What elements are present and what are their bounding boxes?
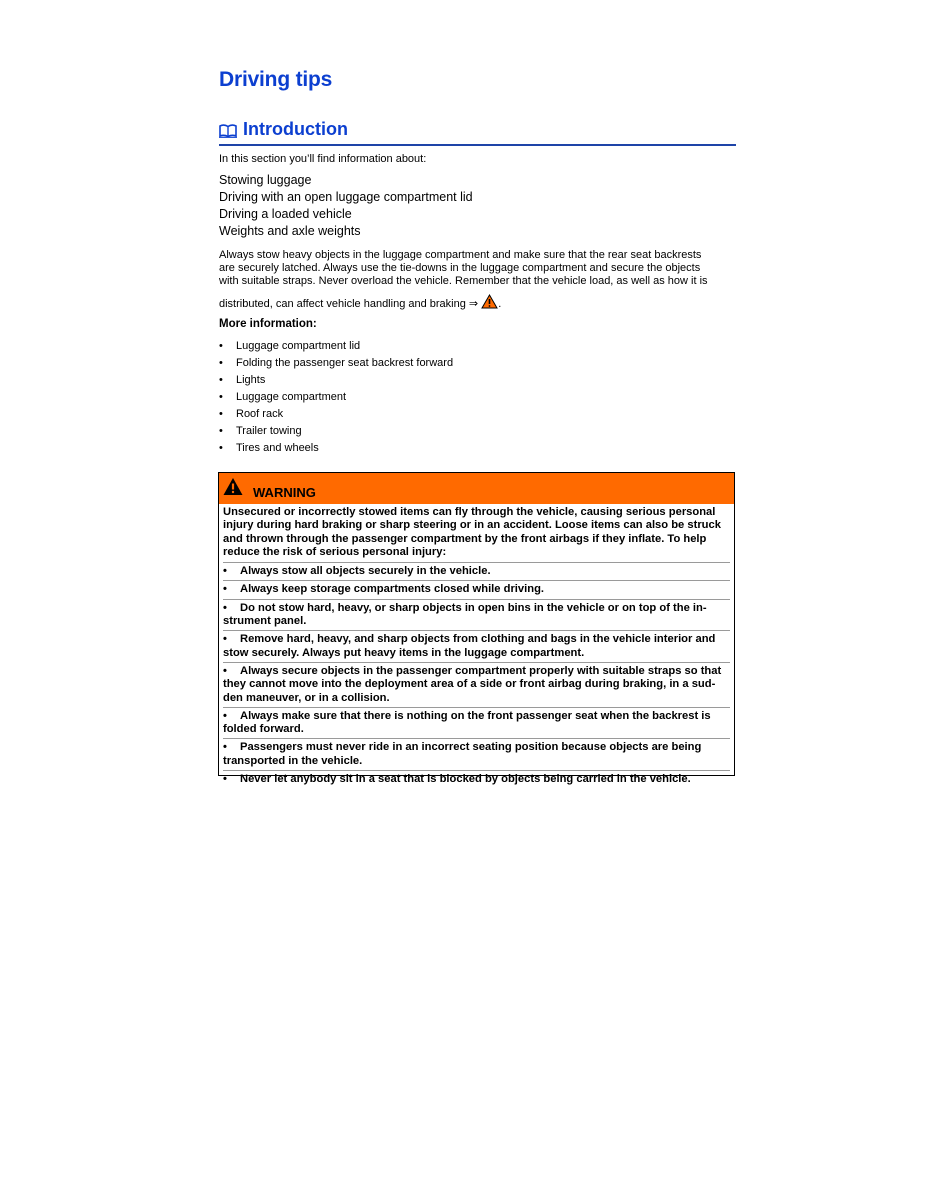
warning-item: [223, 630, 730, 662]
body-paragraph: [219, 249, 736, 311]
warning-item-text: Always secure objects in the passenger compartment properly with suitable straps so that they cannot move into the deployment area of a side or front airbag during braking, in a sud- den maneuver, or in a collision.: [223, 664, 722, 704]
bullet: •: [223, 633, 227, 646]
paragraph-text: distributed, can affect vehicle handling and braking ⇒: [219, 298, 479, 310]
bullet: •: [223, 664, 227, 677]
list-item[interactable]: • Lights: [219, 372, 453, 389]
topic-item[interactable]: Stowing luggage: [219, 173, 312, 187]
list-item[interactable]: • Folding the passenger seat backrest forward: [219, 355, 453, 372]
warning-item-text: Never let anybody sit in a seat that is blocked by objects being carried in the vehicle.: [240, 773, 691, 786]
bullet: •: [223, 709, 227, 722]
warning-label: WARNING: [253, 485, 316, 500]
warning-triangle-icon: [223, 477, 243, 496]
bullet: •: [223, 741, 227, 754]
warning-triangle-icon[interactable]: [481, 294, 498, 309]
list-item[interactable]: • Tires and wheels: [219, 440, 453, 457]
page-title: Driving tips: [219, 68, 333, 91]
paragraph-line: are securely latched. Always use the tie-downs in the luggage compartment and secure the objects: [219, 262, 701, 274]
warning-item: [223, 770, 730, 788]
more-info-heading: More information:: [219, 318, 317, 330]
more-info-list: [219, 338, 453, 457]
topic-item[interactable]: Weights and axle weights: [219, 224, 361, 238]
warning-item: [223, 707, 730, 739]
list-item[interactable]: • Luggage compartment: [219, 389, 453, 406]
list-item[interactable]: • Roof rack: [219, 406, 453, 423]
list-item[interactable]: • Luggage compartment lid: [219, 338, 453, 355]
paragraph-line: [219, 294, 736, 311]
paragraph-line: Always stow heavy objects in the luggage compartment and make sure that the rear seat backrests: [219, 249, 702, 261]
intro-text: In this section you’ll find information about:: [219, 153, 427, 165]
warning-item-text: Always keep storage compartments closed while driving.: [240, 583, 545, 596]
topic-list: [219, 172, 473, 240]
section-title: Introduction: [243, 119, 348, 139]
warning-item: [223, 662, 730, 707]
section-heading: [219, 119, 736, 146]
bullet: •: [223, 773, 227, 786]
list-item[interactable]: • Trailer towing: [219, 423, 453, 440]
paragraph-line: with suitable straps. Never overload the vehicle. Remember that the vehicle load, as well as how it is: [219, 275, 708, 287]
warning-header: [219, 473, 734, 504]
bullet: •: [223, 565, 227, 578]
warning-item-text: Always stow all objects securely in the vehicle.: [240, 565, 491, 578]
warning-item: [223, 580, 730, 598]
warning-lead: Unsecured or incorrectly stowed items can fly through the vehicle, causing serious personal injury during hard braking or sharp steering or in an accident. Loose items can also be struck and thrown through the passenger compartment by the front airbags if they inflate. To help reduce the risk of serious personal injury:: [223, 506, 721, 558]
warning-body: [219, 504, 734, 788]
paragraph-end: .: [498, 298, 502, 310]
topic-item[interactable]: Driving with an open luggage compartment lid: [219, 190, 473, 204]
warning-item-text: Do not stow hard, heavy, or sharp objects in open bins in the vehicle or on top of the in- strument panel.: [223, 601, 707, 628]
bullet: •: [223, 583, 227, 596]
topic-item[interactable]: Driving a loaded vehicle: [219, 207, 352, 221]
warning-item-text: Passengers must never ride in an incorrect seating position because objects are being transported in the vehicle.: [223, 741, 702, 767]
warning-item: [223, 599, 730, 631]
book-icon: [219, 124, 237, 138]
warning-item-text: Always make sure that there is nothing on the front passenger seat when the backrest is folded forward.: [223, 709, 711, 736]
bullet: •: [223, 601, 227, 614]
warning-item: [223, 738, 730, 770]
warning-box: [218, 472, 735, 786]
warning-item-text: Remove hard, heavy, and sharp objects from clothing and bags in the vehicle interior and stow securely. Always put heavy items in the luggage compartment.: [223, 633, 716, 659]
warning-item: [223, 562, 730, 580]
